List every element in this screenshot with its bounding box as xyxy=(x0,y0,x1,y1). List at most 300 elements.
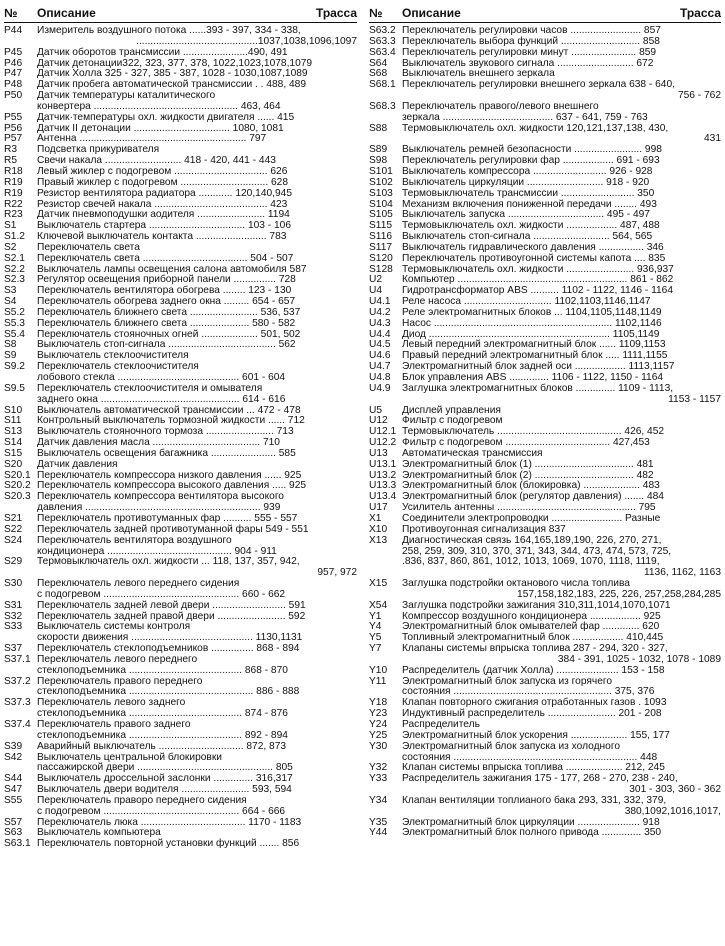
entry-number: S39 xyxy=(4,740,23,752)
entry-number: S57 xyxy=(4,816,23,828)
entry-number: S10 xyxy=(4,404,23,416)
entry-number: U13.3 xyxy=(369,480,397,492)
entry-line: Переключатель задней противотуманной фары 549 - 551 xyxy=(37,523,309,535)
entry-line: Выключатель стоп-сигнала ...................................... 562 xyxy=(37,339,296,351)
entry-line: Электромагнитный блок циркуляции ...................... 918 xyxy=(402,816,660,828)
entry-line: Выключатель ремней безопасности ........................ 998 xyxy=(402,144,662,156)
entry-line: Переключатель стеклоподъемников ............... 868 - 894 xyxy=(37,643,300,655)
entry-number: S115 xyxy=(369,220,393,232)
entry-line: Механизм включения пониженной передачи ........ 493 xyxy=(402,198,657,210)
entry-line: стеклоподъемника ........................................ 892 - 894 xyxy=(37,729,288,741)
entry-line: Выключатель центральной блокировки xyxy=(37,751,222,763)
entry-number: Y10 xyxy=(369,664,388,676)
entry-number: S37.4 xyxy=(4,719,31,730)
entry-description xyxy=(402,460,721,471)
index-entry xyxy=(369,48,721,59)
entry-line: стеклоподъемника ............................................ 886 - 888 xyxy=(37,686,300,698)
entry-line: Клапан вентиляции топлианого бака 293, 331, 332, 379, xyxy=(402,794,667,806)
entry-line: Правый передний электромагнитный блок ..... 1111,1155 xyxy=(402,350,668,362)
index-entry xyxy=(369,742,721,764)
entry-number: S120 xyxy=(369,252,393,264)
header-number: № xyxy=(4,6,18,20)
entry-line: Выключатель запуска .................................. 495 - 497 xyxy=(402,209,650,221)
entry-number: S9 xyxy=(4,350,17,362)
entry-line: Переключатель правого переднего xyxy=(37,675,203,687)
header-rule xyxy=(4,22,357,23)
entry-number: U4.4 xyxy=(369,328,391,340)
entry-line: Датчик температуры каталитического xyxy=(37,90,216,102)
entry-line: лобового стекла ........................................... 601 - 604 xyxy=(37,372,286,383)
entry-line: Переключатель лeвoro заднего xyxy=(37,697,186,709)
entry-description xyxy=(37,254,357,265)
entry-number: R22 xyxy=(4,198,23,210)
entry-line: Переключатель регулировки часов ......................... 857 xyxy=(402,25,661,36)
index-entry xyxy=(369,677,721,699)
entry-line: Фильтр с подогревом ..................................... 427,453 xyxy=(402,437,650,449)
entry-number: S32 xyxy=(4,610,23,622)
entry-line: Выключатель внешнего зеркала xyxy=(402,68,555,80)
entry-line: 431 xyxy=(704,133,721,145)
entry-description xyxy=(402,319,721,330)
entry-line: Переключатель компрессора высокого давления ..... 925 xyxy=(37,480,307,492)
entry-description xyxy=(402,579,721,601)
entry-line: Антенна ........................................................... 797 xyxy=(37,133,267,145)
entry-number: S29 xyxy=(4,556,23,568)
entry-number: R23 xyxy=(4,209,23,221)
entry-number: S37.3 xyxy=(4,697,31,709)
entry-line: Выключатель стояночного тормоза ........................ 713 xyxy=(37,426,294,438)
entry-line: Переключатель выбора функций ............................ 858 xyxy=(402,35,660,47)
entry-line: 756 - 762 xyxy=(677,90,721,102)
entry-line: с подогревом ................................................ 660 - 662 xyxy=(37,588,286,600)
entry-line: Распределитель xyxy=(402,719,480,730)
index-entry xyxy=(4,839,357,850)
entry-line: Ключевой выключатель контакта ......................... 783 xyxy=(37,231,287,243)
header-description: Описание xyxy=(37,6,96,20)
entry-line: Переключатель ближнего света ..................... 580 - 582 xyxy=(37,317,296,329)
entry-line: Датчик Холла 325 - 327, 385 - 387, 1028 - 1030,1087,1089 xyxy=(37,68,308,80)
header-route: Трасса xyxy=(679,6,721,20)
index-entry xyxy=(369,460,721,471)
entry-number: R3 xyxy=(4,144,18,156)
entry-number: S63.2 xyxy=(369,25,396,36)
entry-number: S33 xyxy=(4,621,23,633)
entry-number: S31 xyxy=(4,599,23,611)
entry-number: U4.8 xyxy=(369,372,391,383)
entry-line: Переключатель компрессора низкого давления ...... 925 xyxy=(37,469,302,481)
entry-description xyxy=(37,601,357,612)
entry-number: S9.5 xyxy=(4,382,25,394)
entry-line: Клапан повторного сжигания отработанных газов . 1093 xyxy=(402,697,667,709)
index-entry xyxy=(369,774,721,796)
entry-line: Электромагнитный блок полного привода .............. 350 xyxy=(402,827,662,839)
header-rule xyxy=(369,22,721,23)
entry-number: U5 xyxy=(369,404,383,416)
entry-description xyxy=(37,655,357,677)
entry-number: S20 xyxy=(4,458,23,470)
entry-number: S88 xyxy=(369,122,388,134)
entry-number: S89 xyxy=(369,144,388,156)
entry-line: Датчик детонации322, 323, 377, 378, 1022,1023,1078,1079 xyxy=(37,57,313,69)
entry-line: Переключатель правого заднего xyxy=(37,719,191,730)
entry-line: Переключатель люка ..................................... 1170 - 1183 xyxy=(37,816,302,828)
index-entry xyxy=(4,796,357,818)
entry-line: Заглушка подстройки октанового числа топлива xyxy=(402,578,630,590)
entry-description xyxy=(402,828,721,839)
entry-number: Y23 xyxy=(369,708,388,720)
entry-line: Датчик II детонации .................................. 1080, 1081 xyxy=(37,122,284,134)
entry-description xyxy=(37,796,357,818)
entry-line: Реле электромагнитных блоков ... 1104,1105,1148,1149 xyxy=(402,306,662,318)
entry-line: пассажирской двери ................................................ 805 xyxy=(37,762,293,774)
entry-number: X10 xyxy=(369,523,388,535)
entry-line: Термовыключатель трансмиссии .......................... 350 xyxy=(402,187,655,199)
entry-number: S4 xyxy=(4,296,17,308)
entry-description xyxy=(402,536,721,579)
index-entry xyxy=(4,91,357,113)
entry-line: Электромагнитный блок (регулятор давления) ....... 484 xyxy=(402,491,664,503)
entry-number: U4 xyxy=(369,285,383,297)
index-entry xyxy=(4,319,357,330)
entry-line: Заглушка подстройки зажигания 310,311,1014,1070,1071 xyxy=(402,599,671,611)
entry-number: U4.6 xyxy=(369,350,391,362)
index-entry xyxy=(4,753,357,775)
entry-line: 380,1092,1016,1017, xyxy=(624,805,721,817)
entry-description xyxy=(37,677,357,699)
entry-description xyxy=(402,666,721,677)
entry-line: 957, 972 xyxy=(317,567,357,579)
entry-line: Индуктивный распределитель ........................ 201 - 208 xyxy=(402,708,662,720)
entry-line: Переключатель ближнего света ........................ 536, 537 xyxy=(37,306,301,318)
entry-description xyxy=(402,102,721,124)
index-entry xyxy=(369,384,721,406)
entry-line: Переключатель повторной установки функций ....... 856 xyxy=(37,838,300,850)
entry-line: состояния ................................................................. 448 xyxy=(402,751,658,763)
entry-line: Электромагнитный блок ускорения .................... 155, 177 xyxy=(402,729,670,741)
entry-number: S63.3 xyxy=(369,35,396,47)
entry-line: Переключатель компрессора вентилятора высокого xyxy=(37,491,284,503)
entry-description xyxy=(402,254,721,265)
entry-number: X1 xyxy=(369,512,382,524)
index-entry xyxy=(369,254,721,265)
entry-number: P44 xyxy=(4,25,23,36)
entry-line: Противоугонная сигнализация 837 xyxy=(402,523,566,535)
entry-line: Блок управления ABS .............. 1106 - 1122, 1150 - 1164 xyxy=(402,372,664,383)
entry-number: S2.2 xyxy=(4,263,25,275)
entry-description xyxy=(37,536,357,558)
entry-number: Y18 xyxy=(369,697,388,709)
entry-line: Левый жиклер с подогревом ................................. 626 xyxy=(37,165,288,177)
entry-line: Переключатель регулировки минут ....................... 859 xyxy=(402,46,657,58)
entry-line: Выключатель гидравлического давления ................ 346 xyxy=(402,241,664,253)
entry-line: Компрессор воздушного кондиционера .................. 925 xyxy=(402,610,661,622)
entry-line: Правый жиклер с подогревом ............................... 628 xyxy=(37,176,289,188)
index-entry xyxy=(4,189,357,200)
entry-line: Распределитель (датчик Холла) ...................... 153 - 158 xyxy=(402,664,665,676)
entry-number: Y30 xyxy=(369,740,388,752)
entry-line: Электромагнитный блок запуска из холодного xyxy=(402,740,621,752)
entry-line: ...........................................1037,1038,1096,1097 xyxy=(136,35,357,47)
index-entry xyxy=(369,828,721,839)
entry-line: 384 - 391, 1025 - 1032, 1078 - 1089 xyxy=(557,653,721,665)
index-entry xyxy=(4,362,357,384)
entry-number: S37.1 xyxy=(4,653,31,665)
entry-line: Переключатель стеклоочистителя и омывателя xyxy=(37,382,263,394)
entry-number: U4.9 xyxy=(369,382,391,394)
entry-number: S2.1 xyxy=(4,252,25,264)
index-entry xyxy=(4,601,357,612)
entry-number: Y32 xyxy=(369,762,388,774)
entry-line: Распределитель зажигания 175 - 177, 268 - 270, 238 - 240, xyxy=(402,773,678,785)
entry-number: S117 xyxy=(369,241,393,253)
entry-description xyxy=(37,753,357,775)
entry-number: Y34 xyxy=(369,794,388,806)
entry-number: S68.3 xyxy=(369,100,396,112)
entry-line: Переключатель регулировки внешнего зеркала 638 - 640, xyxy=(402,79,675,91)
entry-number: S63.1 xyxy=(4,838,31,850)
index-entry xyxy=(4,460,357,471)
entry-line: Выключатель двери водителя ........................ 593, 594 xyxy=(37,784,292,796)
entry-number: S1.2 xyxy=(4,231,25,243)
entry-number: S11 xyxy=(4,415,22,427)
entry-line: Топливный электромагнитный блок .................. 410,445 xyxy=(402,632,664,644)
index-entry xyxy=(4,655,357,677)
entry-number: S101 xyxy=(369,165,393,177)
entry-line: Выключатель стеклоочистителя xyxy=(37,350,189,362)
entry-description xyxy=(402,189,721,200)
header-number: № xyxy=(369,6,383,20)
entry-line: Переключатель противотуманных фар .......... 555 - 557 xyxy=(37,512,298,524)
entry-number: S37 xyxy=(4,643,23,655)
entry-line: Контрольный выключатель тормозной жидкости ...... 712 xyxy=(37,415,305,427)
entry-line: Датчик давления xyxy=(37,458,118,470)
entry-number: S21 xyxy=(4,512,23,524)
entry-number: S20.3 xyxy=(4,491,31,503)
entry-number: Y44 xyxy=(369,827,388,839)
entry-line: Выключатель компьютера xyxy=(37,827,161,839)
entry-line: скорости движения ........................................... 1130,1131 xyxy=(37,632,303,644)
entry-number: S1 xyxy=(4,220,17,232)
entry-description xyxy=(37,492,357,514)
index-entry xyxy=(369,601,721,612)
entry-line: заднего окна ................................................. 614 - 616 xyxy=(37,393,286,405)
entry-line: Фильтр с подогревом xyxy=(402,415,503,427)
entry-number: U4.2 xyxy=(369,306,391,318)
entry-line: Термовыключатель охл. жидкости 120,121,137,138, 430, xyxy=(402,122,669,134)
entry-number: Y24 xyxy=(369,719,388,730)
entry-number: S42 xyxy=(4,751,23,763)
entry-line: Реле насоса ............................... 1102,1103,1146,1147 xyxy=(402,296,651,308)
entry-line: Клапан системы впрыска топлива .................... 212, 245 xyxy=(402,762,665,774)
entry-number: S105 xyxy=(369,209,393,221)
entry-line: Клапаны системы впрыска топлива 287 - 294, 320 - 327, xyxy=(402,643,668,655)
entry-line: Выключатель автоматической трансмиссии ... 472 - 478 xyxy=(37,404,301,416)
entry-number: S5.2 xyxy=(4,306,25,318)
index-entry xyxy=(369,102,721,124)
entry-line: Датчик·температуры охл. жидкости двигателя ...... 415 xyxy=(37,111,295,123)
entry-number: S2 xyxy=(4,241,17,253)
entry-number: R5 xyxy=(4,155,18,167)
entry-line: Выключатель звукового сигнала ........................... 672 xyxy=(402,57,654,69)
entry-description xyxy=(402,124,721,146)
entry-line: Переключатель правого/левого внешнего xyxy=(402,100,599,112)
index-entry xyxy=(369,796,721,818)
entry-description xyxy=(37,319,357,330)
entry-description xyxy=(37,698,357,720)
entry-line: Датчик пневмоподушки аодителя ........................ 1194 xyxy=(37,209,290,221)
entry-number: S47 xyxy=(4,784,23,796)
entry-line: Переключатель стояночных огней .................... 501, 502 xyxy=(37,328,301,340)
entry-description xyxy=(37,384,357,406)
entry-line: Датчик давления масла ...................................... 710 xyxy=(37,437,280,449)
entry-line: зеркала ....................................... 637 - 641, 759 - 763 xyxy=(402,111,648,123)
entry-number: S116 xyxy=(369,231,393,243)
entry-number: P45 xyxy=(4,46,23,58)
entry-line: Гидротрансформатор ABS .......... 1102 - 1122, 1146 - 1164 xyxy=(402,285,674,297)
entry-number: S103 xyxy=(369,187,393,199)
entry-line: Переключатель задней правой двери ........................ 592 xyxy=(37,610,306,622)
entry-number: S8 xyxy=(4,339,17,351)
entry-number: R19 xyxy=(4,187,23,199)
entry-line: Выключатель стоп-сигнала ........................... 564, 565 xyxy=(402,231,653,243)
entry-line: Переключатель регулировки фар .................. 691 - 693 xyxy=(402,155,660,167)
entry-line: 157,158,182,183, 225, 226, 257,258,284,285 xyxy=(517,588,721,600)
entry-line: Переключатель левого переднего сидения xyxy=(37,578,240,590)
entry-line: Аварийный выключатель .............................. 872, 873 xyxy=(37,740,287,752)
header-description: Описание xyxy=(402,6,461,20)
entry-number: P50 xyxy=(4,90,23,102)
index-entry xyxy=(4,579,357,601)
entry-number: P56 xyxy=(4,122,23,134)
entry-line: Резистор свечей накала ........................................ 423 xyxy=(37,198,288,210)
entry-number: U13.2 xyxy=(369,469,397,481)
index-entry xyxy=(369,579,721,601)
entry-line: с подогревом ................................................ 664 - 666 xyxy=(37,805,286,817)
entry-number: X13 xyxy=(369,534,388,546)
entry-list xyxy=(369,26,721,839)
entry-line: Выключатель лампы освещения салона автомобиля 587 xyxy=(37,263,307,275)
index-entry xyxy=(4,384,357,406)
entry-number: U2 xyxy=(369,274,383,286)
entry-description xyxy=(37,48,357,59)
entry-line: Левый передний электромагнитный блок ...... 1109,1153 xyxy=(402,339,666,351)
entry-number: S5.3 xyxy=(4,317,25,329)
index-entry xyxy=(4,622,357,644)
column-header xyxy=(4,2,357,20)
entry-line: Переключатель задней левой двери .......................... 591 xyxy=(37,599,306,611)
entry-number: S13 xyxy=(4,426,23,438)
entry-line: Термовыключатель охл. жидкости .................. 487, 488 xyxy=(402,220,660,232)
index-entry xyxy=(4,720,357,742)
entry-line: Резистор вентилятора радиатора ............ 120,140,945 xyxy=(37,187,292,199)
entry-line: Выключатель дроссельной заслонки .............. 316,317 xyxy=(37,773,293,785)
entry-line: Дисплей управления xyxy=(402,404,501,416)
entry-description xyxy=(37,557,357,579)
entry-number: S68.1 xyxy=(369,79,396,91)
entry-line: Выключатель стартера .................................. 103 - 106 xyxy=(37,220,292,232)
entry-number: S37.2 xyxy=(4,675,31,687)
entry-description xyxy=(402,742,721,764)
entry-description xyxy=(402,80,721,102)
entry-line: Выключатель компрессора .......................... 926 - 928 xyxy=(402,165,653,177)
entry-line: Электромагнитный блок (блокировка) .................... 483 xyxy=(402,480,660,492)
entry-line: Выключатель циркуляции ........................... 918 - 920 xyxy=(402,176,650,188)
entry-number: S63 xyxy=(4,827,23,839)
entry-description xyxy=(37,460,357,471)
entry-line: Электромагнитный блок задней оси .................. 1113,1157 xyxy=(402,361,675,373)
entry-description xyxy=(37,622,357,644)
entry-number: U4.3 xyxy=(369,317,391,329)
entry-line: .836, 837, 860, 861, 1012, 1013, 1069, 1070, 1118, 1119, xyxy=(402,556,660,568)
entry-description xyxy=(402,677,721,699)
entry-line: Выключатель системы контроля xyxy=(37,621,191,633)
entry-description xyxy=(37,720,357,742)
index-entry xyxy=(4,536,357,558)
entry-number: U12.1 xyxy=(369,426,397,438)
index-entry xyxy=(4,677,357,699)
entry-line: Переключатель стеклоочистителя xyxy=(37,361,199,373)
entry-line: Электромагнитный блок запуска из горячего xyxy=(402,675,613,687)
entry-line: Термовыключатель охл. жидкости ........................ 936,937 xyxy=(402,263,674,275)
left-column xyxy=(4,2,357,850)
entry-description xyxy=(402,774,721,796)
entry-line: Регулятор освещения приборной панели ............... 728 xyxy=(37,274,296,286)
index-entry xyxy=(4,254,357,265)
entry-line: Датчик оборотов трансмиссии .......................490, 491 xyxy=(37,46,288,58)
entry-list xyxy=(4,26,357,850)
entry-description xyxy=(402,601,721,612)
entry-number: S20.1 xyxy=(4,469,31,481)
entry-description xyxy=(37,113,357,124)
entry-line: Датчик пробега автоматической трансмиссии . . 488, 489 xyxy=(37,79,307,91)
entry-line: стеклоподъемника ........................................ 874 - 876 xyxy=(37,708,288,720)
entry-number: S14 xyxy=(4,437,23,449)
entry-description xyxy=(402,644,721,666)
entry-number: Y7 xyxy=(369,643,382,655)
entry-line: Соединители электропроводки ......................... Разные xyxy=(402,512,661,524)
index-entry xyxy=(369,644,721,666)
entry-number: S104 xyxy=(369,198,393,210)
entry-number: U13.4 xyxy=(369,491,397,503)
entry-number: S55 xyxy=(4,794,23,806)
entry-number: Y25 xyxy=(369,729,388,741)
entry-line: Переключатель вентилятора воздушного xyxy=(37,534,232,546)
entry-line: Термовыключатель ............................................ 426, 452 xyxy=(402,426,665,438)
entry-line: Электромагнитный блок омывателей фар ............. 620 xyxy=(402,621,660,633)
entry-number: S20.2 xyxy=(4,480,31,492)
entry-number: U12 xyxy=(369,415,388,427)
entry-description xyxy=(37,26,357,48)
index-entry xyxy=(369,536,721,579)
entry-line: Переключатель света xyxy=(37,241,140,253)
entry-line: Автоматическая трансмиссия xyxy=(402,447,543,459)
entry-line: 301 - 303, 360 - 362 xyxy=(629,784,721,796)
entry-number: Y11 xyxy=(369,675,387,687)
index-entry xyxy=(4,48,357,59)
entry-line: Усилитель антенны ................................................. 795 xyxy=(402,502,656,514)
entry-line: 1136, 1162, 1163 xyxy=(643,567,721,579)
entry-number: Y33 xyxy=(369,773,388,785)
index-entry xyxy=(369,319,721,330)
entry-number: U13 xyxy=(369,447,388,459)
entry-line: 258, 259, 309, 310, 370, 371, 343, 344, 473, 474, 573, 725, xyxy=(402,545,672,557)
entry-number: S5.4 xyxy=(4,328,25,340)
index-entry xyxy=(4,26,357,48)
entry-number: Y5 xyxy=(369,632,382,644)
entry-number: X54 xyxy=(369,599,388,611)
entry-line: Переключатель вентилятора обогрева ........ 123 - 130 xyxy=(37,285,292,297)
entry-line: Выключатель освещения багажника ....................... 585 xyxy=(37,447,296,459)
